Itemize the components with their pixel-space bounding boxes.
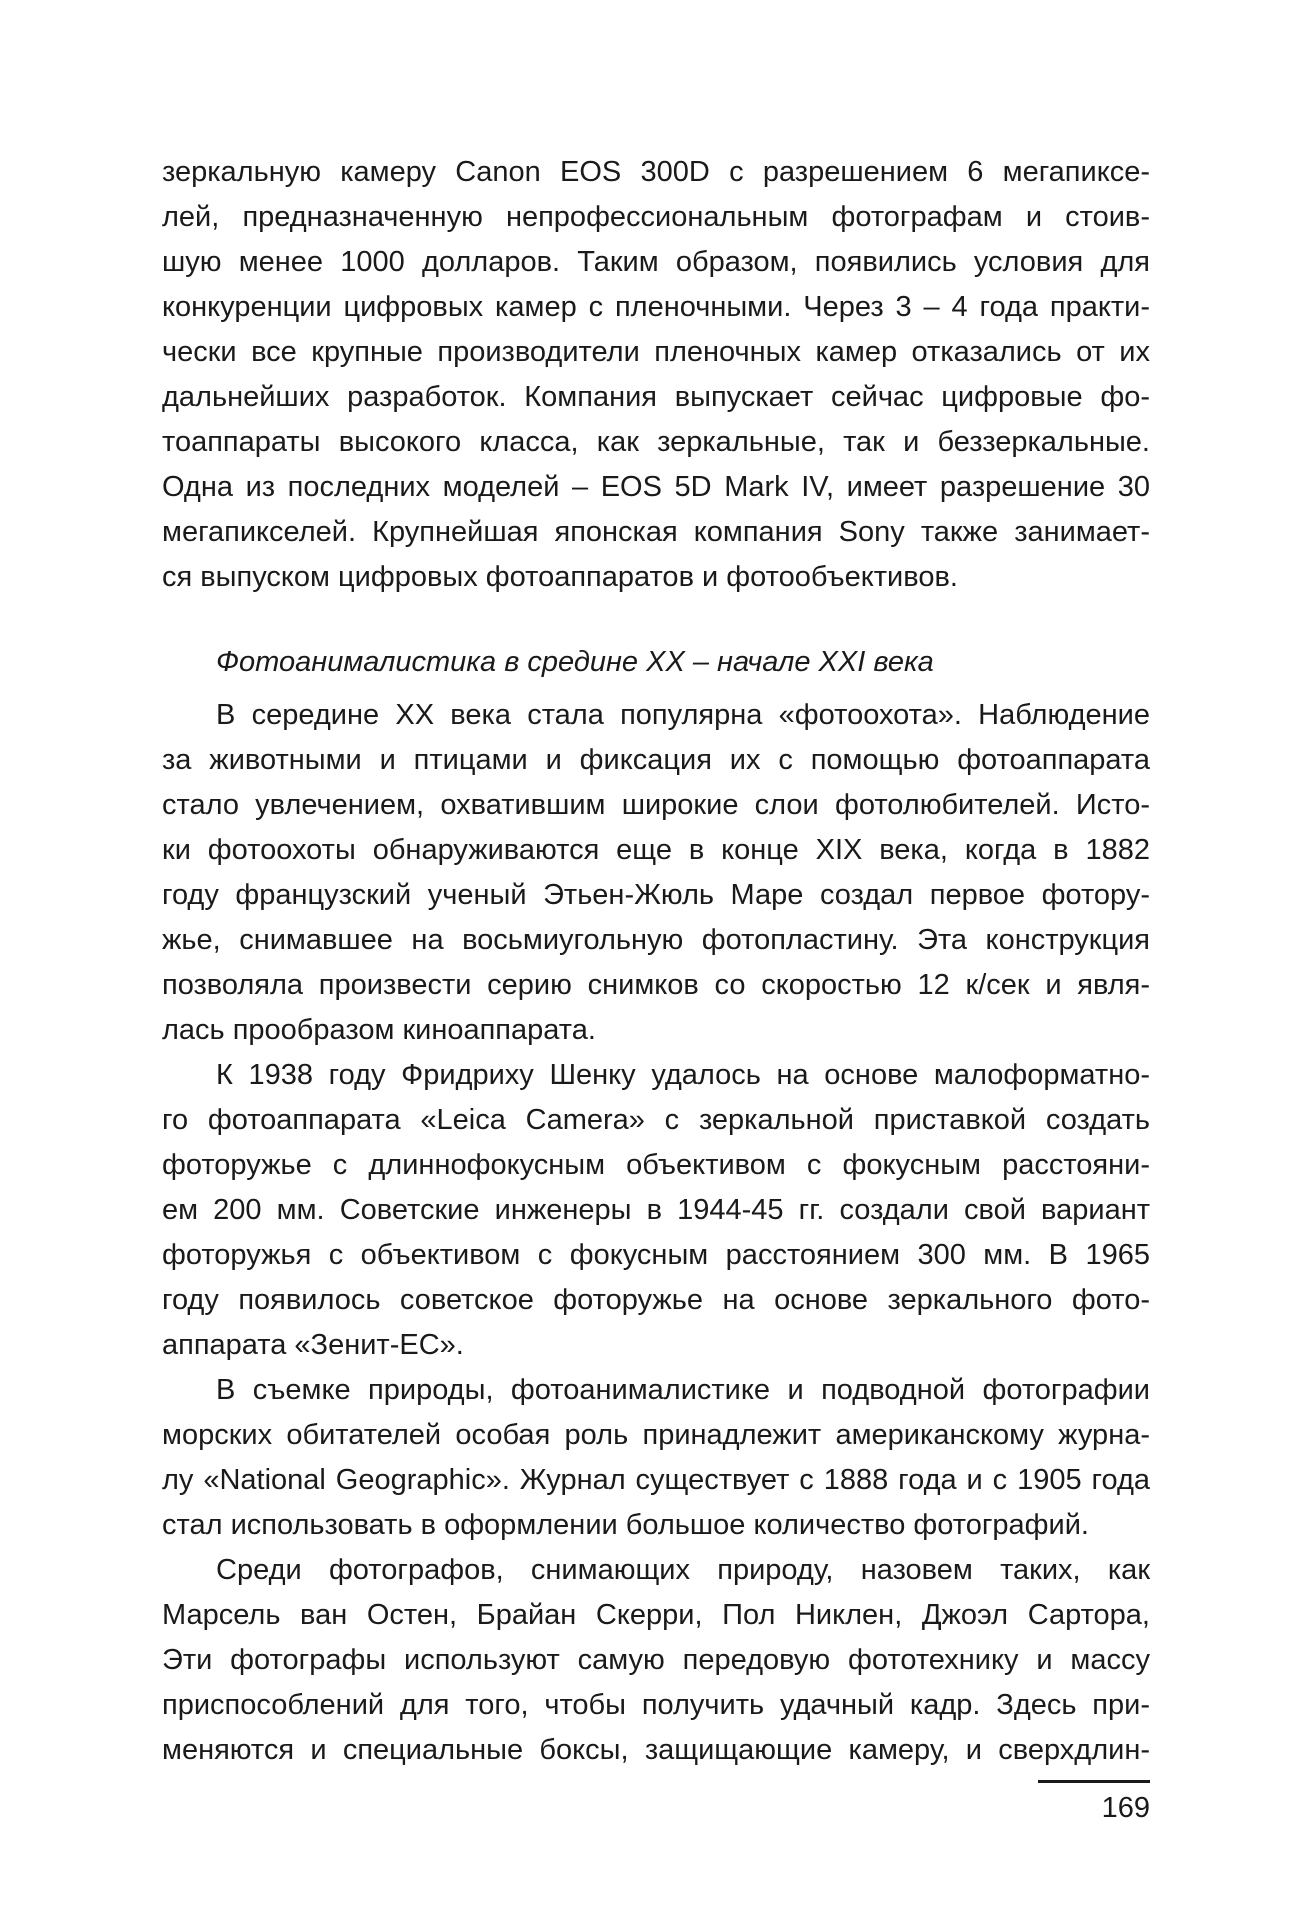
text-line: ся выпуском цифровых фотоаппаратов и фотообъективов. (162, 561, 958, 593)
text-line: за животными и птицами и фиксация их с помощью фотоаппарата (162, 744, 1150, 776)
paragraph-5 (162, 1548, 1150, 1773)
text-line: меняются и специальные боксы, защищающие камеру, и сверхдлин- (162, 1734, 1150, 1766)
text-line: тоаппараты высокого класса, как зеркальные, так и беззеркальные. (162, 426, 1150, 458)
text-line: стало увлечением, охватившим широкие слои фотолюбителей. Исто- (162, 789, 1150, 821)
text-line: конкуренции цифровых камер с пленочными. Через 3 – 4 года практи- (162, 291, 1150, 323)
page-body (162, 150, 1150, 1773)
paragraph-2 (162, 693, 1150, 1053)
text-line: Эти фотографы используют самую передовую фототехнику и массу (162, 1644, 1150, 1676)
text-line: ки фотоохоты обнаруживаются еще в конце XIX века, когда в 1882 (162, 834, 1150, 866)
text-line: морских обитателей особая роль принадлежит американскому журна- (162, 1419, 1150, 1451)
text-line: лась прообразом киноаппарата. (162, 1014, 596, 1046)
text-line: аппарата «Зенит-ЕС». (162, 1329, 464, 1361)
section-heading: Фотоанималистика в средине XX – начале XXI века (216, 646, 934, 678)
text-line: году французский ученый Этьен-Жюль Маре создал первое фотору- (162, 879, 1150, 911)
text-line: зеркальную камеру Canon EOS 300D с разрешением 6 мегапиксе- (162, 156, 1150, 188)
text-line: жье, снимавшее на восьмиугольную фотопластину. Эта конструкция (162, 924, 1150, 956)
footer-divider (1038, 1780, 1150, 1783)
text-line: го фотоаппарата «Leica Camera» с зеркальной приставкой создать (162, 1104, 1150, 1136)
paragraph-3 (162, 1053, 1150, 1368)
page-number: 169 (1101, 1792, 1150, 1824)
text-line: лей, предназначенную непрофессиональным фотографам и стоив- (162, 201, 1150, 233)
text-line: фоторужье с длиннофокусным объективом с фокусным расстояни- (162, 1149, 1150, 1181)
text-line: В середине XX века стала популярна «фотоохота». Наблюдение (216, 699, 1150, 731)
paragraph-1 (162, 150, 1150, 600)
text-line: Одна из последних моделей – EOS 5D Mark IV, имеет разрешение 30 (162, 471, 1150, 503)
text-line: К 1938 году Фридриху Шенку удалось на основе малоформатно- (216, 1059, 1150, 1091)
text-line: Марсель ван Остен, Брайан Скерри, Пол Никлен, Джоэл Сартора, (162, 1599, 1150, 1631)
text-line: лу «National Geographic». Журнал существует с 1888 года и с 1905 года (162, 1464, 1150, 1496)
paragraph-4 (162, 1368, 1150, 1548)
text-line: мегапикселей. Крупнейшая японская компания Sony также занимает- (162, 516, 1150, 548)
text-line: позволяла произвести серию снимков со скоростью 12 к/сек и явля- (162, 969, 1150, 1001)
text-line: Среди фотографов, снимающих природу, назовем таких, как (216, 1554, 1150, 1586)
text-line: дальнейших разработок. Компания выпускает сейчас цифровые фо- (162, 381, 1150, 413)
text-line: стал использовать в оформлении большое количество фотографий. (162, 1509, 1089, 1541)
text-line: В съемке природы, фотоанималистике и подводной фотографии (216, 1374, 1150, 1406)
text-line: фоторужья с объективом с фокусным расстоянием 300 мм. В 1965 (162, 1239, 1150, 1271)
text-line: чески все крупные производители пленочных камер отказались от их (162, 336, 1150, 368)
text-line: приспособлений для того, чтобы получить удачный кадр. Здесь при- (162, 1689, 1150, 1721)
text-line: году появилось советское фоторужье на основе зеркального фото- (162, 1284, 1150, 1316)
text-line: шую менее 1000 долларов. Таким образом, появились условия для (162, 246, 1150, 278)
text-line: ем 200 мм. Советские инженеры в 1944-45 гг. создали свой вариант (162, 1194, 1150, 1226)
